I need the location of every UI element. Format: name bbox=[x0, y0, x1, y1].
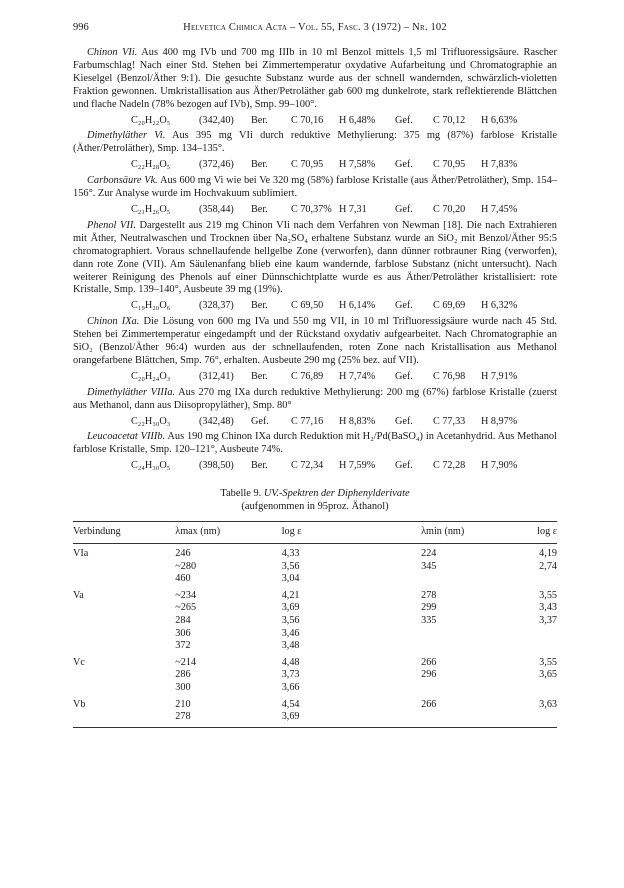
lambda-max-cell: 210 bbox=[175, 698, 191, 710]
lambda-min-cell bbox=[407, 711, 527, 727]
lambda-min-cell: 299 bbox=[421, 602, 437, 614]
lambda-max-cell: 306 bbox=[175, 627, 191, 639]
elemental-analysis bbox=[73, 159, 557, 172]
log-epsilon-max-cell: 3,56 bbox=[281, 560, 300, 572]
experimental-paragraph bbox=[73, 47, 557, 112]
compound-cell bbox=[73, 711, 161, 727]
lambda-max-cell: 246 bbox=[175, 548, 191, 560]
analysis-formula: C₂₂H₂₈O₅ bbox=[131, 159, 171, 171]
table-header-cell: λmin (nm) bbox=[407, 522, 527, 544]
compound-cell bbox=[73, 640, 161, 653]
analysis-ber-h: H 7,74% bbox=[339, 370, 376, 382]
analysis-mw: (312,41) bbox=[199, 370, 234, 382]
lambda-max-cell: ~234 bbox=[175, 589, 197, 601]
lambda-min-cell bbox=[407, 628, 527, 641]
log-epsilon-min-cell: 3,65 bbox=[539, 669, 557, 681]
analysis-gef-h: H 8,97% bbox=[481, 415, 518, 427]
compound-cell bbox=[73, 602, 161, 615]
lambda-max-cell: 460 bbox=[175, 573, 191, 585]
log-epsilon-min-cell bbox=[527, 573, 557, 586]
experimental-paragraph bbox=[73, 175, 557, 201]
lambda-min-cell: 278 bbox=[421, 589, 437, 601]
table-row bbox=[73, 669, 557, 682]
table-header-cell: Verbindung bbox=[73, 522, 161, 544]
analysis-ber-c: C 70,16 bbox=[291, 114, 324, 126]
analysis-ber-h: H 7,59% bbox=[339, 460, 376, 472]
log-epsilon-min-cell: 4,19 bbox=[539, 548, 557, 560]
log-epsilon-min-cell bbox=[527, 640, 557, 653]
experimental-paragraph bbox=[73, 220, 557, 297]
uv-spectra-table bbox=[73, 521, 557, 728]
paragraph-text: Die Lösung von 600 mg IVa und 550 mg VII, in 10 ml Trifluoressigsäure wurde nach 45 Std. Stehen bei Zimmertemperatur eingedampft und der Rückstand oxydativ aufgearbeitet. Nach Chromatographie an SiO₂ (Benzol/Äther 96:4) wurden aus der schnellaufenden, roten Zone nach Kristallisation aus Methanol orangefarbene Blättchen, Smp. 76°, erhalten. Ausbeute 290 mg (25% bez. auf VII). bbox=[73, 316, 558, 366]
lambda-min-cell bbox=[407, 573, 527, 586]
analysis-formula: C₂₀H₂₂O₅ bbox=[131, 114, 171, 126]
analysis-gef: Gef. bbox=[395, 415, 413, 427]
analysis-ber-h: H 6,14% bbox=[339, 300, 376, 312]
elemental-analysis bbox=[73, 300, 557, 313]
paragraph-text: Aus 400 mg IVb und 700 mg IIIb in 10 ml Benzol mittels 1,5 ml Trifluoressigsäure. Rascher Farbumschlag! Nach einer Std. Stehen bei Zimmertemperatur oxydative Aufarbeitung und Chromatographie an Kieselgel (Benzol/Äther 9:1). Die gesuchte Substanz wurde aus der schnell wandernden, schwärzlich-violetten Fraktion gewonnen. Umkristallisation aus Äther/Petroläther gab 600 mg dunkelrote, stark reflektierende Blättchen und flache Nadeln (78% bezogen auf IVb), Smp. 99–100°. bbox=[73, 47, 557, 110]
lambda-max-cell: 278 bbox=[161, 711, 281, 727]
analysis-gef-h: H 7,45% bbox=[481, 203, 518, 215]
lambda-max-cell: ~280 bbox=[175, 560, 197, 572]
lambda-min-cell: 224 bbox=[421, 548, 437, 560]
analysis-formula: C₂₁H₂₆O₅ bbox=[131, 203, 171, 215]
lambda-max-cell: 286 bbox=[175, 669, 191, 681]
compound-cell: Vb bbox=[73, 698, 86, 710]
analysis-gef: Gef. bbox=[395, 114, 413, 126]
lambda-min-cell: 335 bbox=[421, 615, 437, 627]
log-epsilon-max-cell: 3,56 bbox=[281, 615, 300, 627]
log-epsilon-max-cell: 4,54 bbox=[281, 698, 300, 710]
log-epsilon-min-cell: 3,43 bbox=[539, 602, 557, 614]
experimental-paragraph bbox=[73, 431, 557, 457]
analysis-gef-h: H 7,90% bbox=[481, 460, 518, 472]
lambda-min-cell bbox=[407, 682, 527, 695]
table-row bbox=[73, 711, 557, 727]
analysis-ber: Ber. bbox=[251, 370, 268, 382]
table-row bbox=[73, 628, 557, 641]
analysis-ber-c: C 70,37% bbox=[291, 203, 332, 215]
analysis-gef: Gef. bbox=[395, 300, 413, 312]
analysis-formula: C₁₉H₂₀O₆ bbox=[131, 300, 171, 312]
page-number: 996 bbox=[73, 22, 89, 33]
lambda-min-cell: 345 bbox=[421, 560, 437, 572]
analysis-gef-h: H 6,63% bbox=[481, 114, 518, 126]
analysis-ber: Gef. bbox=[251, 415, 269, 427]
compound-cell: VIa bbox=[73, 548, 89, 560]
lambda-min-cell: 266 bbox=[421, 656, 437, 668]
table-row bbox=[73, 602, 557, 615]
compound-cell bbox=[73, 561, 161, 574]
analysis-formula: C₂₄H₃₀O₅ bbox=[131, 460, 171, 472]
analysis-ber-c: C 69,50 bbox=[291, 300, 324, 312]
analysis-gef-c: C 70,95 bbox=[433, 159, 466, 171]
analysis-gef-h: H 7,83% bbox=[481, 159, 518, 171]
log-epsilon-min-cell bbox=[527, 682, 557, 695]
analysis-formula: C₂₀H₂₄O₃ bbox=[131, 370, 171, 382]
compound-heading: Carbonsäure Vk. bbox=[87, 175, 158, 187]
table-header-cell: log ε bbox=[282, 522, 407, 544]
log-epsilon-max-cell: 3,46 bbox=[281, 627, 300, 639]
running-title: Helvetica Chimica Acta – Vol. 55, Fasc. 3 (1972) – Nr. 102 bbox=[183, 22, 447, 33]
elemental-analysis bbox=[73, 115, 557, 128]
compound-cell: Va bbox=[73, 589, 84, 601]
article-body bbox=[73, 47, 557, 728]
table-row bbox=[73, 615, 557, 628]
lambda-min-cell: 296 bbox=[421, 669, 437, 681]
log-epsilon-min-cell: 2,74 bbox=[539, 560, 557, 572]
table-number: Tabelle 9. bbox=[220, 488, 262, 500]
log-epsilon-min-cell bbox=[527, 711, 557, 727]
analysis-gef-c: C 77,33 bbox=[433, 415, 466, 427]
analysis-ber-c: C 76,89 bbox=[291, 370, 324, 382]
analysis-ber-c: C 72,34 bbox=[291, 460, 324, 472]
compound-cell bbox=[73, 682, 161, 695]
log-epsilon-min-cell bbox=[527, 628, 557, 641]
compound-cell bbox=[73, 669, 161, 682]
paragraph-text: Aus 270 mg IXa durch reduktive Methylierung: 200 mg (67%) farblose Kristalle (zuerst aus Methanol, dann aus Diisopropyläther), Smp. 80° bbox=[73, 386, 557, 411]
compound-heading: Leucoacetat VIIIb. bbox=[87, 431, 166, 443]
elemental-analysis bbox=[73, 416, 557, 429]
compound-heading: Chinon IXa. bbox=[87, 316, 140, 328]
lambda-min-cell bbox=[407, 640, 527, 653]
analysis-ber-h: H 8,83% bbox=[339, 415, 376, 427]
elemental-analysis bbox=[73, 371, 557, 384]
analysis-gef-h: H 6,32% bbox=[481, 300, 518, 312]
table-row bbox=[73, 561, 557, 574]
lambda-max-cell: 284 bbox=[175, 615, 191, 627]
table-header-cell: λmax (nm) bbox=[161, 522, 281, 544]
table-row bbox=[73, 640, 557, 653]
analysis-ber: Ber. bbox=[251, 159, 268, 171]
analysis-formula: C₂₂H₃₀O₃ bbox=[131, 415, 171, 427]
lambda-max-cell: ~214 bbox=[175, 656, 197, 668]
analysis-gef: Gef. bbox=[395, 203, 413, 215]
experimental-paragraph bbox=[73, 316, 557, 368]
lambda-max-cell: 372 bbox=[175, 640, 191, 652]
log-epsilon-max-cell: 4,48 bbox=[281, 656, 300, 668]
analysis-mw: (328,37) bbox=[199, 300, 234, 312]
log-epsilon-max-cell: 3,73 bbox=[281, 669, 300, 681]
analysis-ber-h: H 7,31 bbox=[339, 203, 367, 215]
analysis-ber: Ber. bbox=[251, 203, 268, 215]
analysis-gef-c: C 69,69 bbox=[433, 300, 466, 312]
analysis-mw: (372,46) bbox=[199, 159, 234, 171]
lambda-max-cell: 300 bbox=[175, 682, 191, 694]
table-row bbox=[73, 544, 557, 561]
table-row bbox=[73, 653, 557, 670]
analysis-gef: Gef. bbox=[395, 370, 413, 382]
table-title: UV.-Spektren der Diphenylderivate bbox=[263, 488, 410, 500]
table-subcaption: (aufgenommen in 95proz. Äthanol) bbox=[241, 501, 389, 513]
lambda-min-cell: 266 bbox=[421, 698, 437, 710]
paragraph-text: Dargestellt aus 219 mg Chinon VIi nach dem Verfahren von Newman [18]. Die nach Extrahieren mit Äther, Neutralwaschen und Trocknen über Na₂SO₄ erhaltene Substanz wurde an SiO₂ mit Benzol/Äther 95:5 chromatographiert. Voraus schnellaufende hellgelbe Zone (verworfen), dann dünner rotbrauner Ring (verworfen), dann rote Zone (VII). Am Säulenanfang blieb eine kaum wandernde, farblose Substanz (nicht untersucht). Nach weiterer Reinigung des Phenols auf einer Dünnschichtplatte wurde es aus Äther/Petroläther kristallisiert: rote Kristalle, Smp. 139–140°, Ausbeute 39 mg (19%). bbox=[73, 219, 557, 296]
table-row bbox=[73, 586, 557, 603]
log-epsilon-min-cell: 3,63 bbox=[539, 698, 557, 710]
compound-heading: Phenol VII. bbox=[87, 219, 136, 231]
analysis-ber: Ber. bbox=[251, 300, 268, 312]
analysis-mw: (358,44) bbox=[199, 203, 234, 215]
analysis-gef-c: C 72,28 bbox=[433, 460, 466, 472]
compound-cell bbox=[73, 573, 161, 586]
analysis-gef-c: C 70,20 bbox=[433, 203, 466, 215]
analysis-gef-c: C 70,12 bbox=[433, 114, 466, 126]
experimental-paragraph bbox=[73, 387, 557, 413]
lambda-max-cell: ~265 bbox=[175, 602, 197, 614]
log-epsilon-max-cell: 4,33 bbox=[281, 548, 300, 560]
compound-heading: Chinon VIi. bbox=[87, 47, 138, 58]
analysis-gef-c: C 76,98 bbox=[433, 370, 466, 382]
analysis-mw: (398,50) bbox=[199, 460, 234, 472]
paragraph-text: Aus 395 mg VIi durch reduktive Methylierung: 375 mg (87%) farblose Kristalle (Äther/Petroläther), Smp. 134–135°. bbox=[73, 130, 557, 155]
analysis-mw: (342,40) bbox=[199, 114, 234, 126]
log-epsilon-min-cell: 3,55 bbox=[539, 656, 557, 668]
analysis-gef: Gef. bbox=[395, 159, 413, 171]
compound-cell bbox=[73, 628, 161, 641]
analysis-ber: Ber. bbox=[251, 114, 268, 126]
table-row bbox=[73, 682, 557, 695]
log-epsilon-max-cell: 4,21 bbox=[281, 589, 300, 601]
compound-cell: Vc bbox=[73, 656, 85, 668]
analysis-ber-h: H 7,58% bbox=[339, 159, 376, 171]
log-epsilon-min-cell: 3,37 bbox=[539, 615, 557, 627]
analysis-ber-c: C 70,95 bbox=[291, 159, 324, 171]
table-header-cell: log ε bbox=[527, 522, 557, 544]
analysis-mw: (342,48) bbox=[199, 415, 234, 427]
table-row bbox=[73, 573, 557, 586]
compound-cell bbox=[73, 615, 161, 628]
analysis-gef-h: H 7,91% bbox=[481, 370, 518, 382]
log-epsilon-max-cell: 3,48 bbox=[281, 640, 300, 652]
analysis-ber: Ber. bbox=[251, 460, 268, 472]
analysis-ber-c: C 77,16 bbox=[291, 415, 324, 427]
analysis-ber-h: H 6,48% bbox=[339, 114, 376, 126]
experimental-paragraph bbox=[73, 130, 557, 156]
page-header bbox=[73, 22, 557, 36]
table-caption bbox=[73, 487, 557, 513]
log-epsilon-min-cell: 3,55 bbox=[539, 589, 557, 601]
compound-heading: Dimethyläther Vi. bbox=[87, 130, 166, 142]
analysis-gef: Gef. bbox=[395, 460, 413, 472]
elemental-analysis bbox=[73, 460, 557, 473]
log-epsilon-max-cell: 3,04 bbox=[281, 573, 300, 585]
paragraph-text: Aus 190 mg Chinon IXa durch Reduktion mit H₂/Pd(BaSO₄) in Acetanhydrid. Aus Methanol farblose Kristalle, Smp. 120–121°, Ausbeute 74%. bbox=[73, 431, 557, 456]
log-epsilon-max-cell: 3,66 bbox=[281, 682, 300, 694]
table-row bbox=[73, 695, 557, 712]
paragraph-text: Aus 600 mg Vi wie bei Ve 320 mg (58%) farblose Kristalle (aus Äther/Petroläther), Smp. 154–156°. Zur Analyse wurde im Hochvakuum sublimiert. bbox=[73, 175, 557, 200]
elemental-analysis bbox=[73, 204, 557, 217]
compound-heading: Dimethyläther VIIIa. bbox=[87, 386, 176, 398]
log-epsilon-max-cell: 3,69 bbox=[281, 602, 300, 614]
log-epsilon-max-cell: 3,69 bbox=[282, 711, 407, 727]
